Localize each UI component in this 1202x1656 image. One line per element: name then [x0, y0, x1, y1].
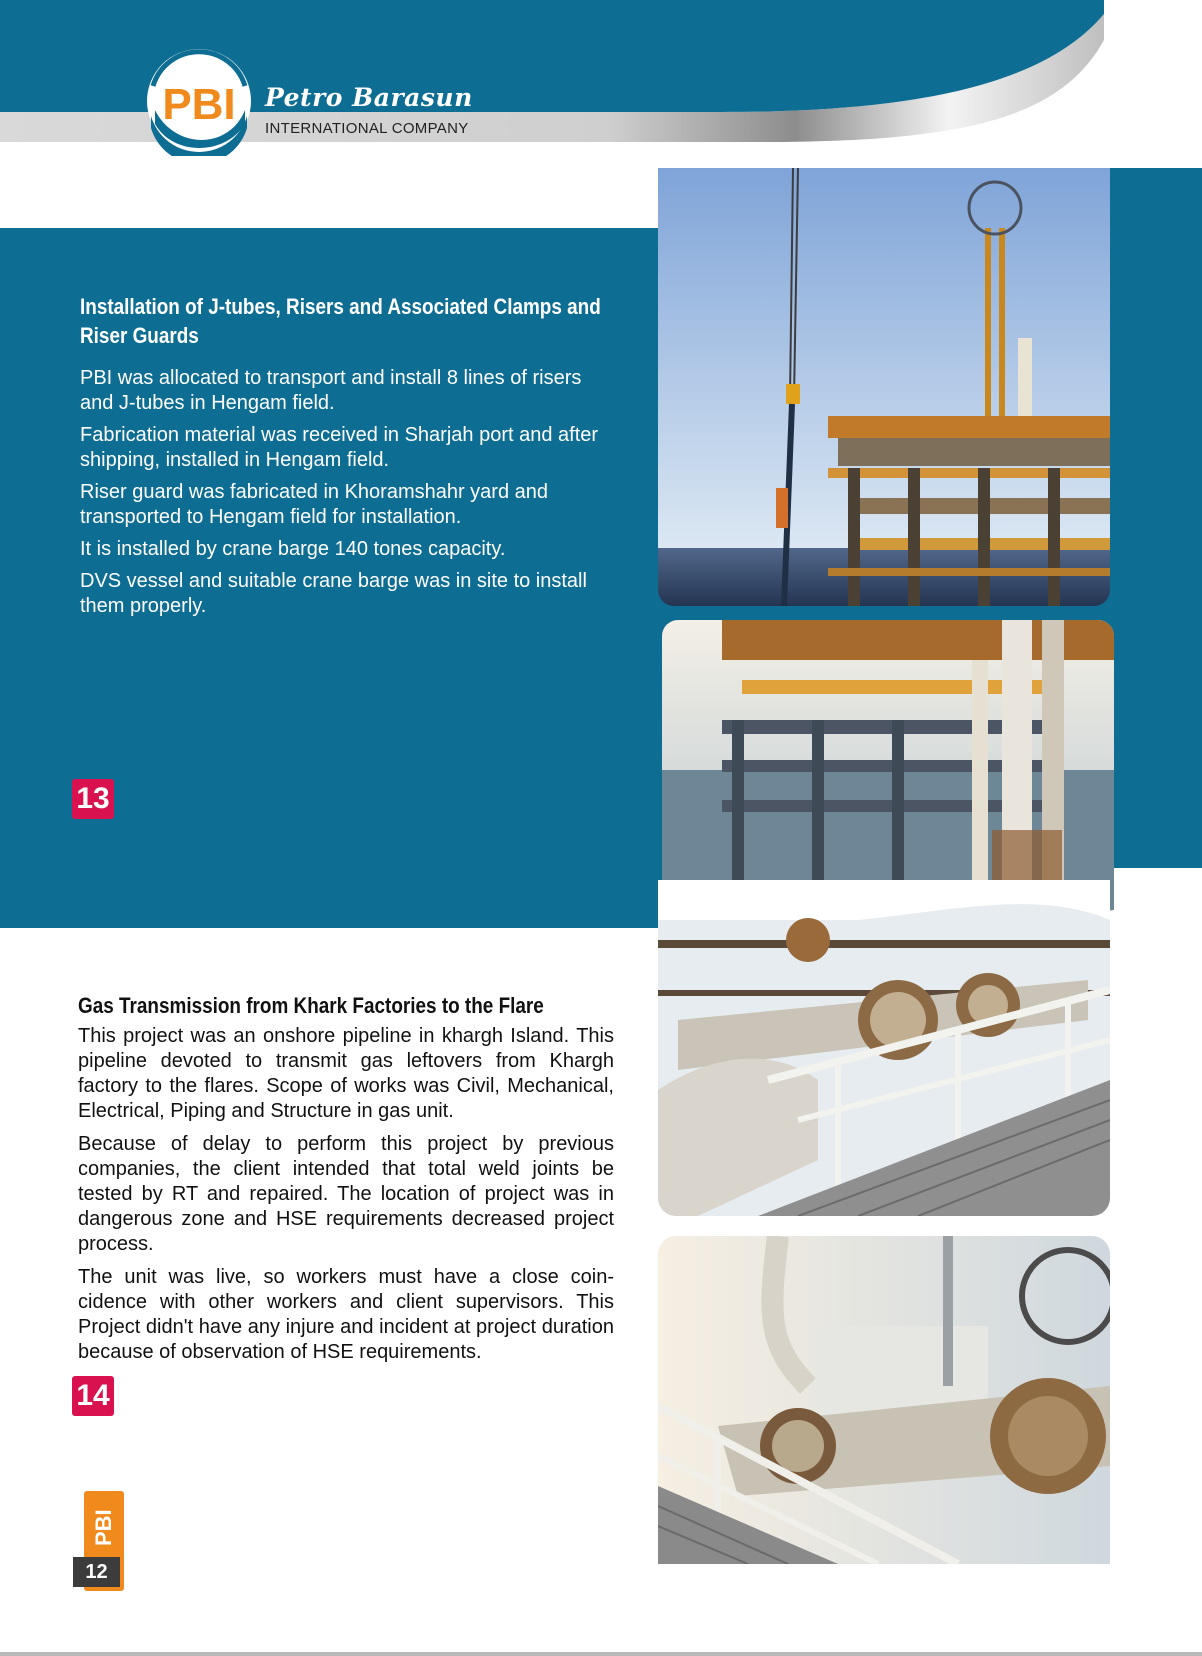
section-13-paragraph: PBI was allocated to transport and install 8 lines of risers and J-tubes in Hengam field. [80, 367, 582, 414]
section-14-paragraph: Because of delay to perform this project by previous companies, the client intended that total weld joints be tested by RT and repaired. The location of project was in dangerous zone and HSE requirements decreased project process. [78, 1133, 614, 1255]
pipeline-walkway-photo [658, 880, 1110, 1216]
section-13-paragraph: Fabrication material was received in Sharjah port and after shipping, installed in Hengam field. [80, 424, 599, 471]
section-14-paragraph: The unit was live, so workers must have a close coin-cidence with other workers and client supervisors. This Project didn't have any injure and incident at project duration because of observation of HSE requirements. [78, 1266, 614, 1363]
section-13-title: Installation of J-tubes, Risers and Associated Clamps and Riser Guards [80, 294, 601, 348]
section-13-paragraph: DVS vessel and suitable crane barge was in site to install them properly. [80, 570, 587, 617]
brand-tab-label: PBI [91, 1509, 116, 1547]
pbi-logo [145, 46, 253, 156]
valves-photo [658, 1236, 1110, 1564]
company-subtitle: INTERNATIONAL COMPANY [265, 120, 469, 137]
logo-lettering: PBI [162, 80, 236, 129]
section-13-body [80, 366, 620, 626]
page-number: 12 [73, 1557, 120, 1587]
project-number-badge: 14 [72, 1376, 114, 1416]
section-13-paragraph: Riser guard was fabricated in Khoramshahr yard and transported to Hengam field for installation. [80, 481, 549, 528]
section-14-body [78, 1024, 614, 1373]
bottom-divider [0, 1652, 1202, 1656]
project-number-badge: 13 [72, 779, 114, 819]
section-14-paragraph: This project was an onshore pipeline in khargh Island. This pipeline devoted to transmit gas leftovers from Khargh factory to the flares. Scope of works was Civil, Mechanical, Electrical, Piping and Structure in gas unit. [78, 1025, 614, 1122]
section-14-title: Gas Transmission from Khark Factories to the Flare [78, 993, 544, 1018]
section-13-paragraph: It is installed by crane barge 140 tones capacity. [80, 538, 506, 560]
company-name: Petro Barasun [265, 83, 473, 112]
offshore-platform-photo [658, 168, 1110, 606]
risers-photo [662, 620, 1114, 920]
